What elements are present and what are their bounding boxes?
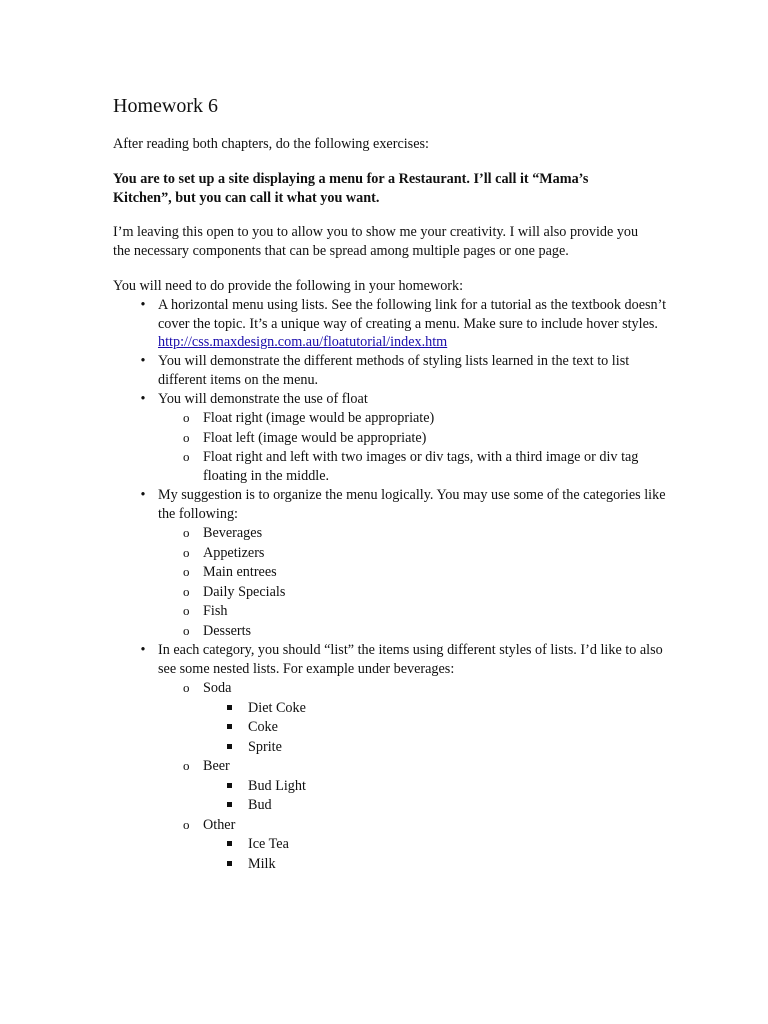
circle-bullet-icon: o xyxy=(183,410,190,426)
sublist-item: o Float right and left with two images or div tags, with a third image or div tag floating in the middle. xyxy=(183,449,639,484)
assignment-paragraph: You are to set up a site displaying a menu for a Restaurant. I’ll call it “Mama’s Kitchen”, but you can call it what you want. xyxy=(113,171,589,206)
list-item xyxy=(113,390,673,486)
disc-bullet-icon: • xyxy=(140,642,146,659)
sublist-item: o Daily Specials xyxy=(183,583,286,600)
circle-bullet-icon: o xyxy=(183,758,190,774)
list-item xyxy=(113,486,673,640)
list-item xyxy=(113,352,673,389)
circle-bullet-icon: o xyxy=(183,622,190,638)
beer-sublist xyxy=(203,777,673,815)
circle-bullet-icon: o xyxy=(183,544,190,560)
categories-sublist xyxy=(158,524,673,640)
sublist-item: o Beer Bud Light Bud xyxy=(158,757,673,815)
requirements-paragraph: You will need to do provide the following in your homework: xyxy=(113,278,464,294)
square-bullet-icon xyxy=(227,724,232,729)
square-bullet-icon xyxy=(227,802,232,807)
sublist-item: o Desserts xyxy=(183,622,252,639)
list-item-text: A horizontal menu using lists. See the following link for a tutorial as the textbook doesn’t cover the topic. It’s a unique way of creating a menu. Make sure to include hover styles. xyxy=(158,297,667,332)
float-sublist xyxy=(158,409,673,485)
sublist-item: o Soda Diet Coke Coke Sprite xyxy=(158,679,673,756)
circle-bullet-icon: o xyxy=(183,525,190,541)
nested-item: Sprite xyxy=(203,738,673,757)
circle-bullet-icon: o xyxy=(183,449,190,465)
nested-item: Ice Tea xyxy=(203,835,673,854)
nested-item: Bud Light xyxy=(203,777,673,796)
square-bullet-icon xyxy=(227,705,232,710)
circle-bullet-icon: o xyxy=(183,429,190,445)
list-item-text: You will demonstrate the use of float xyxy=(158,390,368,407)
requirements-list xyxy=(113,296,673,874)
square-bullet-icon xyxy=(227,861,232,866)
list-item-text: You will demonstrate the different methods of styling lists learned in the text to list different items on the menu. xyxy=(158,353,630,388)
tutorial-link[interactable]: http://css.maxdesign.com.au/floatutorial/index.htm xyxy=(158,334,448,350)
other-sublist xyxy=(203,835,673,873)
disc-bullet-icon: • xyxy=(140,487,146,504)
list-item xyxy=(113,641,673,873)
list-item-text: My suggestion is to organize the menu logically. You may use some of the categories like the following: xyxy=(158,487,666,522)
square-bullet-icon xyxy=(227,783,232,788)
soda-sublist xyxy=(203,699,673,757)
beverages-sublist xyxy=(158,679,673,873)
circle-bullet-icon: o xyxy=(183,583,190,599)
disc-bullet-icon: • xyxy=(140,297,146,313)
disc-bullet-icon: • xyxy=(140,390,146,407)
list-item xyxy=(113,296,673,352)
sublist-item: o Appetizers xyxy=(183,544,265,561)
nested-item: Coke xyxy=(203,718,673,737)
nested-item: Bud xyxy=(203,796,673,815)
page-title: Homework 6 xyxy=(113,95,218,117)
circle-bullet-icon: o xyxy=(183,816,190,832)
list-item-text: In each category, you should “list” the items using different styles of lists. I’d like to also see some nested lists. For example under beverages: xyxy=(158,642,663,677)
disc-bullet-icon: • xyxy=(140,353,146,370)
circle-bullet-icon: o xyxy=(183,564,190,580)
square-bullet-icon xyxy=(227,744,232,749)
circle-bullet-icon: o xyxy=(183,680,190,696)
sublist-item: o Beverages xyxy=(183,525,263,542)
nested-item: Milk xyxy=(203,855,673,874)
sublist-item: o Fish xyxy=(183,603,228,620)
circle-bullet-icon: o xyxy=(183,603,190,619)
sublist-item: o Other Ice Tea Milk xyxy=(158,816,673,874)
sublist-item: o Float left (image would be appropriate) xyxy=(183,429,427,446)
nested-item: Diet Coke xyxy=(203,699,673,718)
creativity-paragraph: I’m leaving this open to you to allow you to show me your creativity. I will also provide you the necessary components that can be spread among multiple pages or one page. xyxy=(113,224,639,259)
square-bullet-icon xyxy=(227,841,232,846)
sublist-item: o Float right (image would be appropriate) xyxy=(183,410,435,427)
sublist-item: o Main entrees xyxy=(183,564,277,581)
intro-paragraph: After reading both chapters, do the following exercises: xyxy=(113,136,429,152)
